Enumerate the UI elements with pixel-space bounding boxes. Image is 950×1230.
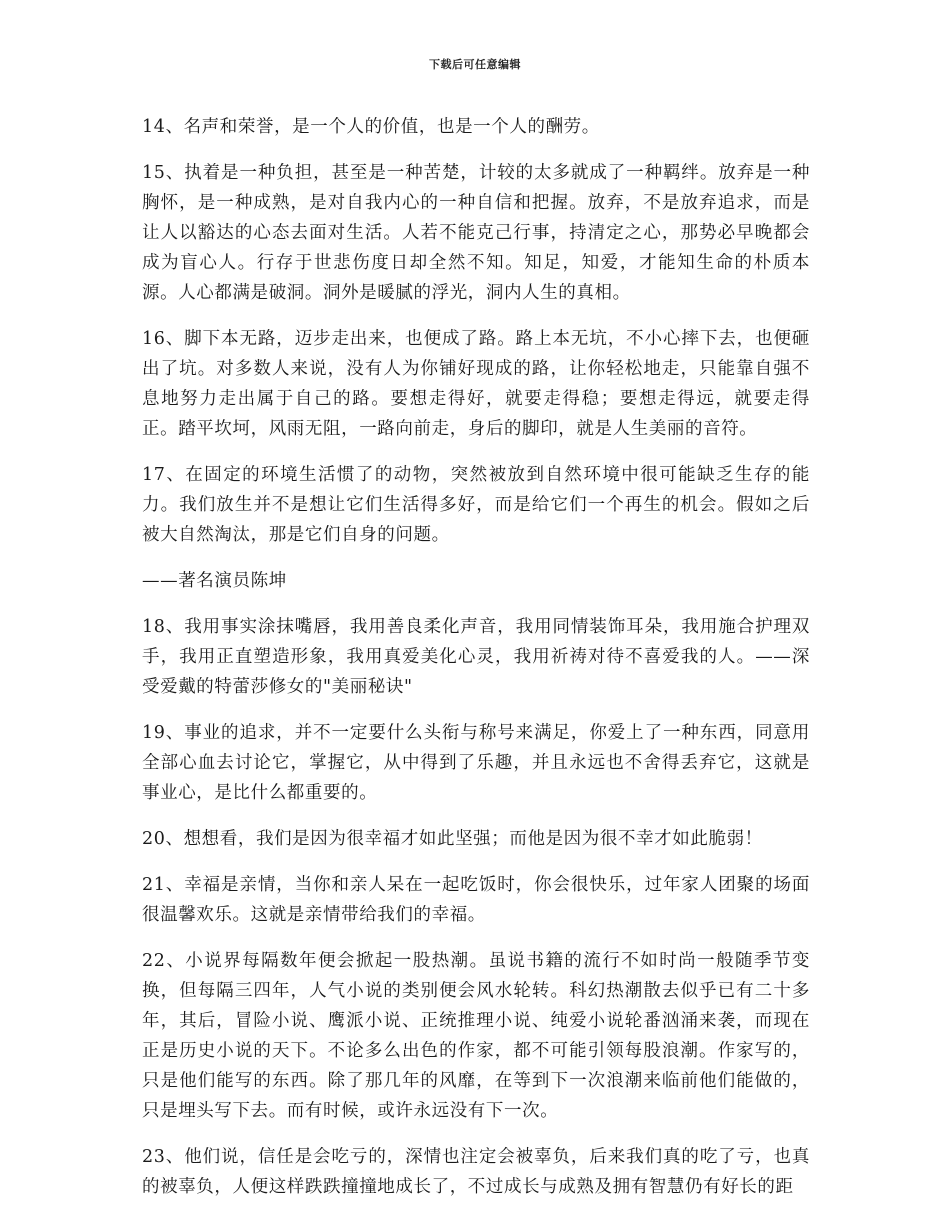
attribution-line: ——著名演员陈坤 [142,571,287,591]
paragraph-15: 15、执着是一种负担，甚至是一种苦楚，计较的太多就成了一种羁绊。放弃是一种胸怀，是一种成熟，是对自我内心的一种自信和把握。放弃，不是放弃追求，而是让人以豁达的心态去面对生活。人若不能克己行事，持清定之心，那势必早晚都会成为盲心人。行存于世悲伤度日却全然不知。知足，知爱，才能知生命的朴质本源。人心都满是破洞。洞外是暖腻的浮光，洞内人生的真相。 [142,163,810,303]
paragraph-17: 17、在固定的环境生活惯了的动物，突然被放到自然环境中很可能缺乏生存的能力。我们放生并不是想让它们生活得多好，而是给它们一个再生的机会。假如之后被大自然淘汰，那是它们自身的问题。 [142,465,810,545]
paragraph-22: 22、小说界每隔数年便会掀起一股热潮。虽说书籍的流行不如时尚一般随季节变换，但每隔三四年，人气小说的类别便会风水轮转。科幻热潮散去似乎已有二十多年，其后，冒险小说、鹰派小说、正统推理小说、纯爱小说轮番汹涌来袭，而现在正是历史小说的天下。不论多么出色的作家，都不可能引领每股浪潮。作家写的，只是他们能写的东西。除了那几年的风靡，在等到下一次浪潮来临前他们能做的，只是埋头写下去。而有时候，或许永远没有下一次。 [142,951,810,1121]
paragraph-18: 18、我用事实涂抹嘴唇，我用善良柔化声音，我用同情装饰耳朵，我用施合护理双手，我用正直塑造形象，我用真爱美化心灵，我用祈祷对待不喜爱我的人。——深受爱戴的特蕾莎修女的"美丽秘诀" [142,617,810,697]
paragraph-21: 21、幸福是亲情，当你和亲人呆在一起吃饭时，你会很快乐，过年家人团聚的场面很温馨欢乐。这就是亲情带给我们的幸福。 [142,875,810,925]
paragraph-14: 14、名声和荣誉，是一个人的价值，也是一个人的酬劳。 [142,117,600,137]
paragraph-16: 16、脚下本无路，迈步走出来，也便成了路。路上本无坑，不小心摔下去，也便砸出了坑。对多数人来说，没有人为你铺好现成的路，让你轻松地走，只能靠自强不息地努力走出属于自己的路。要想走得好，就要走得稳；要想走得远，就要走得正。踏平坎坷，风雨无阻，一路向前走，身后的脚印，就是人生美丽的音符。 [142,329,810,439]
document-body [142,112,810,1218]
paragraph-23: 23、他们说，信任是会吃亏的，深情也注定会被辜负，后来我们真的吃了亏，也真的被辜负，人便这样跌跌撞撞地成长了，不过成长与成熟及拥有智慧仍有好长的距 [142,1147,810,1197]
paragraph-19: 19、事业的追求，并不一定要什么头衔与称号来满足，你爱上了一种东西，同意用全部心血去讨论它，掌握它，从中得到了乐趣，并且永远也不舍得丢弃它，这就是事业心，是比什么都重要的。 [142,723,810,803]
page-header: 下载后可任意编辑 [429,58,521,71]
paragraph-20: 20、想想看，我们是因为很幸福才如此坚强；而他是因为很不幸才如此脆弱！ [142,829,763,849]
